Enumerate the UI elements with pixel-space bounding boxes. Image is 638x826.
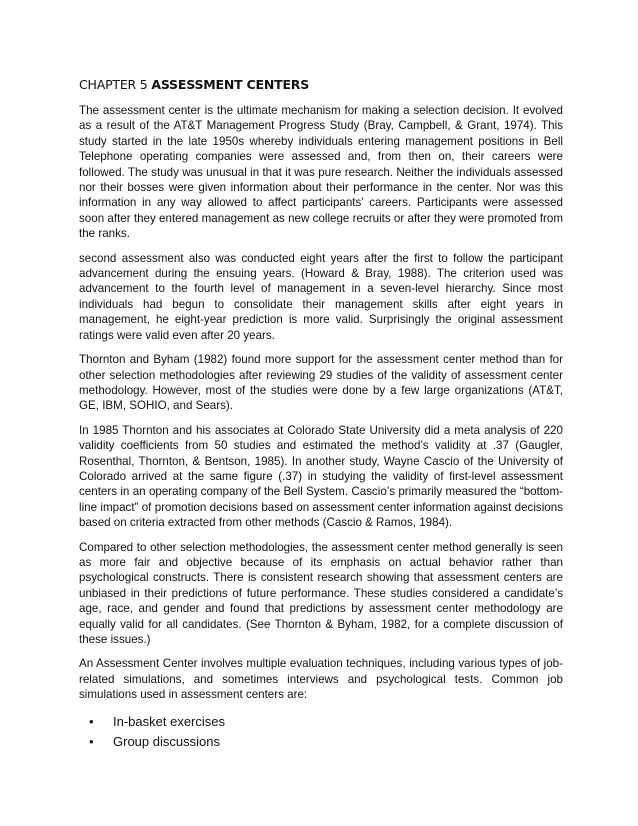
simulation-list (79, 712, 563, 752)
bullet-icon: • (89, 733, 94, 749)
paragraph: second assessment also was conducted eight years after the first to follow the participant advancement during the ensuing years. (Howard & Bray, 1988). The criterion used was advancement to the fourth level of management in a seven-level hierarchy. Since most individuals had begun to consolidate their management skills after eight years in management, he eight-year prediction is more valid. Surprisingly the original assessment ratings were valid even after 20 years. (79, 251, 563, 342)
chapter-number: CHAPTER 5 (79, 77, 152, 92)
paragraph: In 1985 Thornton and his associates at Colorado State University did a meta analysis of 220 validity coefficients from 50 studies and estimated the method’s validity at .37 (Gaugler, Rosenthal, Thornton, & Bentson, 1985). In another study, Wayne Cascio of the University of Colorado arrived at the same figure (.37) in studying the validity of first-level assessment centers in an operating company of the Bell System. Cascio’s primarily measured the “bottom-line impact” of promotion decisions based on assessment center information against decisions based on criteria extracted from other methods (Cascio & Ramos, 1984). (79, 423, 563, 530)
chapter-heading (79, 77, 563, 93)
document-page (79, 77, 563, 752)
list-item (89, 732, 563, 752)
bullet-icon: • (89, 713, 94, 729)
list-item-text: Group discussions (113, 733, 220, 749)
chapter-title: ASSESSMENT CENTERS (151, 77, 310, 92)
list-item (89, 712, 563, 732)
paragraph: An Assessment Center involves multiple evaluation techniques, including various types of job-related simulations, and sometimes interviews and psychological tests. Common job simulations used in assessment centers are: (79, 657, 563, 702)
paragraph: Compared to other selection methodologies, the assessment center method generally is seen as more fair and objective because of its emphasis on actual behavior rather than psychological constructs. There is consistent research showing that assessment centers are unbiased in their predictions of future performance. These studies considered a candidate’s age, race, and gender and found that predictions by assessment center methodology are equally valid for all candidates. (See Thornton & Byham, 1982, for a complete discussion of these issues.) (79, 540, 563, 646)
paragraph: The assessment center is the ultimate mechanism for making a selection decision. It evolved as a result of the AT&T Management Progress Study (Bray, Campbell, & Grant, 1974). This study started in the late 1950s whereby individuals entering management positions in Bell Telephone operating companies were assessed and, from then on, their careers were followed. The study was unusual in that it was pure research. Neither the individuals assessed nor their bosses were given information about their performance in the center. Nor was this information in any way allowed to affect participants’ careers. Participants were assessed soon after they entered management as new college recruits or after they were promoted from the ranks. (79, 104, 563, 241)
list-item-text: In-basket exercises (113, 713, 225, 729)
paragraph: Thornton and Byham (1982) found more support for the assessment center method than for other selection methodologies after reviewing 29 studies of the validity of assessment center methodology. However, most of the studies were done by a few large organizations (AT&T, GE, IBM, SOHIO, and Sears). (79, 353, 563, 413)
